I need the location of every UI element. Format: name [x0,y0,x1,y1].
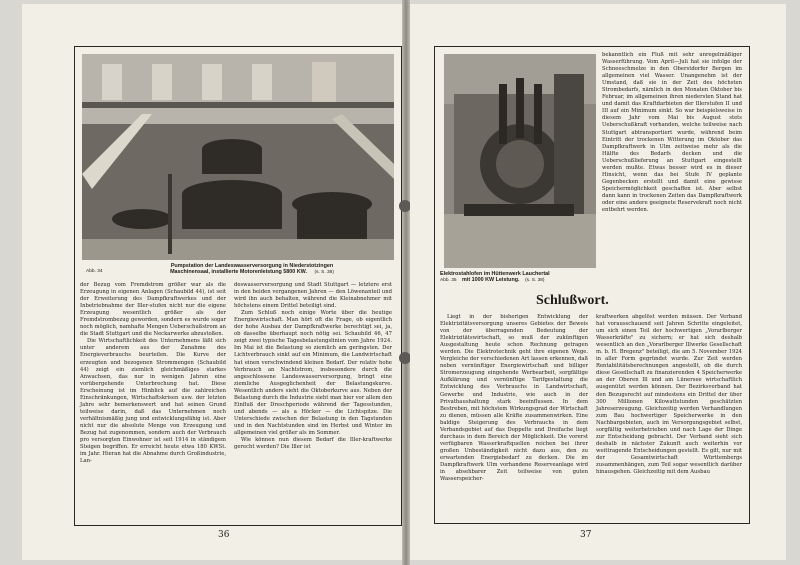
paragraph: Liegt in der bisherigen Entwicklung der Elektrizitätsversorgung unseres Gebietes der Beweis von der überragenden Bedeutung der Elektrizitätswirtschaft, so muß der zukünftigen Ausgestaltung heute schon Rechnung getragen werden. Die Elektrotechnik geht ihre eigenen Wege. Vergleiche der verschiedenen Art lassen erkennen, daß neben vernünftiger Energiewirtschaft und billiger Stromerzeugung eingehende Werbearbeit, sorgfältige Aufklärung und vernünftige Tarifgestaltung die Entwicklung des Verbrauchs in Landwirtschaft, Gewerbe und Industrie, wie auch in der Privathaushaltung stark beeinflussen. In dem Bestreben, mit höchstem Wirkungsgrad der Wirtschaft zu dienen, müssen alle Kräfte zusammenwirken. Eine baldige Steigerung des Verbrauchs in dem Verbandsgebiet auf das Doppelte und Dreifache liegt durchaus in dem Bereich der Möglichkeit. Die vorerst verfügbaren Wasserkraftquellen reichen bei ihrer großen Unbeständigkeit nicht dazu aus, den zu erwartenden Energiebedarf zu decken. Die im Dampfkraftwerk Ulm vorhandene Reserveanlage wird in absehbarer Zeit teilweise von guten Wasserspeicher- [440,314,588,483]
text-column-1 [80,282,226,465]
machine-hall-photo [82,54,394,260]
paragraph: deswasserversorgung und Stadt Stuttgart — letztere erst in den beiden vergangenen Jahren — den Löwenanteil und wird ihn auch behalten, während die Kleinabnehmer mit höchstens einem Drittel beteiligt sind. [234,282,392,310]
right-page [410,4,786,560]
figure-caption [440,271,600,285]
paragraph: kraftwerken abgelöst werden müssen. Der Verband hat vorausschauend seit Jahren Schritte eingeleitet, um sich einen Teil der hochwertigen „Vorarlberger Wasserkräfte" zu sichern; er hat sich deshalb wesentlich an den „Vorarlberger Illwerke Gesellschaft m. b. H. Bregenz" beteiligt, die am 5. November 1924 in aller Form gegründet wurde. Zur Zeit werden Rentabilitätsberechnungen angestellt, ob die durch diese Gesellschaft zu finanzierenden 4 Speicherwerke an der Oberen Ill und am Lünersee wirtschaftlich ausgenützt werden können. Der Bezirksverband hat den Bezugsrecht auf mindestens ein Drittel der über 300 Millionen Kilowattstunden geschätzten Jahreserzeugung. Gleichzeitig werden Verhandlungen zum Bau hochwertiger Speicherwerke in den Nachbargebieten, auch im Versorgungsgebiet selbst, sorgfältig weiterbetrieben und nach Lage der Dinge zur Entscheidung gebracht. Der Verband sieht sich deshalb in nächster Zukunft auch weiterhin vor weittragende Entscheidungen gestellt. Es gilt, nur mit der Gesamtwirtschaft Württembergs zusammenhängen, zum Teil sogar wesentlich darüber hinausgehen. Gleichzeitig mit dem Ausbau [596,314,742,476]
caption-line-1: Elektrostahlofen im Hüttenwerk Lauchertal [440,271,550,277]
paragraph: Zum Schluß noch einige Worte über die heutige Energiewirtschaft. Man hört oft die Frage, ob eigentlich der hohe Ausbau der Dampfkraftwerke berechtigt sei, ja, ob dasselbe überhaupt noch nötig sei. Schaubild 46, 47 zeigt zwei typische Tagesbelastungslinien vom Jahre 1924. Im Mai ist die Belastung so ziemlich am geringsten. Der Lichtverbrauch sinkt auf ein Minimum, die Landwirtschaft hat einen verschwindend kleinen Bedarf. Der relativ hohe Verbrauch an Nachtstrom, insbesondere durch die angeschlossene Landeswasserversorgung, bringt eine ziemliche Ausgeglichenheit der Belastungskurve. Wesentlich anders sieht die Oktoberkurve aus. Neben der Belastung durch die Industrie sieht man hier vor allem den Einfluß der Dreschperiode während der Tagesstunden, und abends — als a Höcker — die Lichtspitze. Die Unterschiede zwischen der Belastung in den Tagstunden und in den Nachtstunden sind im Herbst und Winter im allgemeinen viel größer als im Sommer. [234,310,392,436]
paragraph: Die Wirtschaftlichkeit des Unternehmens läßt sich unter anderem aus der Zunahme des Energieverbrauchs beurteilen. Die Kurve der erzeugten und bezogenen Strommengen (Schaubild 44) zeigt ein ziemlich gleichmäßiges starkes Anwachsen, das nur in wenigen Jahren eine vorübergehende Unterbrechung hat. Diese Erscheinung ist im Hinblick auf die zahlreichen Einschränkungen, Wirtschaftskrisen usw. der letzten Jahre sehr bemerkenswert und hat seinen Grund teilweise darin, daß das Unternehmen noch verhältnismäßig jung und entwicklungsfähig ist. Aber nicht nur die absolute Menge von Erzeugung und Bezug hat zugenommen, sondern auch der Verbrauch pro versorgten Einwohner ist seit 1914 in ständigem Steigen begriffen. Er erreicht heute etwa 180 KWSt. im Jahr. Hieran hat die Abnahme durch Großindustrie, Lan- [80,338,226,465]
text-column-top [602,52,742,214]
figure-number: Abb. 34 [86,269,103,275]
paragraph: der Bezug vom Fremdstrom größer war als die Erzeugung in eigenen Anlagen (Schaubild 44), ist seit der Erweiterung des Dampfkraftwerkes und der Inbetriebnahme der Iller-stufen nicht nur die eigene Erzeugung wesentlich größer als der Fremdstrombezug geworden, sondern es wurde sogar noch möglich, namhafte Mengen Ueberschußstrom an die Stadt Stuttgart und die Neckarwerke abzustoßen. [80,282,226,338]
figure-caption [86,263,382,277]
left-page [22,4,402,560]
caption-line-1: Pumpstation der Landeswasserversorgung in Niederstotzingen [170,263,334,269]
text-column-2 [596,314,742,476]
page-number: 37 [580,530,592,540]
caption-line-2: Maschinensaal, installierte Motorenleistung 5800 KW. [170,269,307,276]
page-number: 36 [218,530,230,540]
book-gutter [402,0,410,565]
section-heading: Schlußwort. [536,293,609,308]
paragraph: bekanntlich ein Fluß mit sehr unregelmäßiger Wasserführung. Vom April—Juli hat sie infolge der Schneeschmelze in den Oberstdorfer Bergen im allgemeinen viel Wasser. Unangenehm ist der Umstand, daß sie in der Zeit des höchsten Strombedarfs, nämlich in den Monaten Oktober bis Februar, im allgemeinen ihren niedersten Stand hat und damit das Kraftdarbieten der Illerstufen II und III auf ein Minimum sinkt. So war beispielsweise in diesem Jahr vom Mai bis August stets Ueberschußkraft vorhanden, welche teilweise nach Stuttgart abtransportiert wurde, während beim Eintritt der trockenen Witterung im Oktober das Dampfkraftwerk in Ulm zeitweise mehr als die Hälfte des Bedarfs decken und die Ueberschußlieferung an Stuttgart eingestellt werden mußte. Etwas besser wird es in dieser Hinsicht, wenn das bei Stufe IV geplante Gegenbecken erstellt und damit eine gewisse Speichermöglichkeit geschaffen ist. Aber selbst dann kann in trockenen Zeiten das Dampfkraftwerk oder eine andere geeignete Reservekraft noch nicht entbehrt werden. [602,52,742,214]
figure-ref: (s. S. 38) [314,270,334,276]
text-column-2 [234,282,392,451]
figure-ref: (s. S. 38) [525,278,545,284]
figure-number: Abb. 35 [440,278,457,284]
paragraph: Wie können nun diesem Bedarf die Iller-kraftwerke gerecht werden? Die Iller ist [234,437,392,451]
text-column-1 [440,314,588,483]
furnace-photo [444,54,596,268]
caption-line-2: mit 1000 KW Leistung. [462,277,520,284]
